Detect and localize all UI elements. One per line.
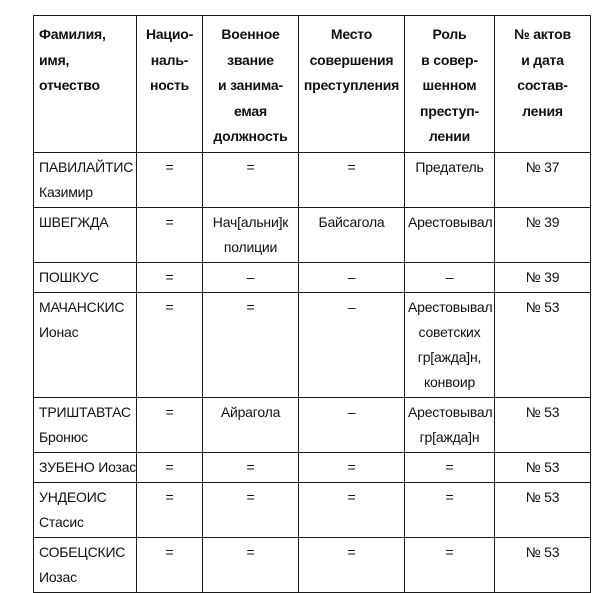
cell-line: = (246, 298, 255, 315)
cell-line: = (165, 268, 174, 285)
cell-name (34, 452, 137, 482)
cell-line: № 53 (525, 458, 560, 475)
cell-line: = (445, 488, 454, 505)
table-body (34, 152, 591, 592)
table-row (34, 207, 591, 262)
cell-line: – (347, 268, 356, 285)
cell-line: МАЧАНСКИС (39, 298, 125, 315)
table-row (34, 262, 591, 292)
header-rank (203, 16, 299, 153)
cell-line: = (445, 543, 454, 560)
cell-line: Байсагола (318, 213, 385, 230)
header-role (405, 16, 495, 153)
cell-line: = (347, 488, 356, 505)
cell-place (299, 262, 405, 292)
cell-line: = (165, 298, 174, 315)
cell-line: Бронюс (39, 428, 88, 445)
cell-nationality (137, 482, 203, 537)
cell-line: – (246, 268, 255, 285)
cell-act (495, 397, 591, 452)
cell-rank (203, 262, 299, 292)
cell-role (405, 452, 495, 482)
cell-act (495, 152, 591, 207)
cell-line: = (246, 458, 255, 475)
header-line: Место (330, 26, 373, 42)
cell-act (495, 482, 591, 537)
cell-name (34, 207, 137, 262)
cell-act (495, 207, 591, 262)
header-line: преступления (303, 77, 400, 93)
cell-rank (203, 482, 299, 537)
cell-line: – (445, 268, 454, 285)
header-act (495, 16, 591, 153)
cell-line: = (246, 543, 255, 560)
cell-rank (203, 397, 299, 452)
table-row (34, 537, 591, 592)
cell-rank (203, 152, 299, 207)
cell-place (299, 482, 405, 537)
cell-line: Арестовывал (408, 213, 493, 230)
cell-role (405, 482, 495, 537)
cell-act (495, 452, 591, 482)
cell-role (405, 292, 495, 397)
header-line: Роль (432, 26, 467, 42)
header-row (34, 16, 591, 153)
cell-place (299, 397, 405, 452)
cell-line: № 39 (525, 268, 560, 285)
table-row (34, 292, 591, 397)
cell-place (299, 452, 405, 482)
cell-line: = (165, 543, 174, 560)
header-line: емая (234, 102, 267, 119)
cell-line: Иозас (39, 568, 77, 585)
cell-line: = (347, 158, 356, 175)
header-line: шенном (422, 77, 477, 93)
header-line: № актов (514, 26, 571, 42)
cell-line: – (347, 403, 356, 420)
cell-nationality (137, 452, 203, 482)
table-row (34, 482, 591, 537)
cell-rank (203, 452, 299, 482)
cell-nationality (137, 292, 203, 397)
cell-line: = (246, 158, 255, 175)
cell-line: = (445, 458, 454, 475)
cell-line: Арестовывал (408, 298, 493, 315)
cell-place (299, 207, 405, 262)
cell-rank (203, 537, 299, 592)
header-line: наль- (150, 51, 189, 68)
cell-place (299, 537, 405, 592)
cell-role (405, 262, 495, 292)
cell-line: Айрагола (220, 403, 281, 420)
cell-name (34, 262, 137, 292)
header-line: отчество (39, 77, 100, 93)
cell-line: ПАВИЛАЙТИС (39, 158, 134, 175)
cell-act (495, 292, 591, 397)
cell-line: Казимир (39, 183, 93, 200)
cell-line: Стасис (39, 513, 84, 530)
cell-line: – (347, 298, 356, 315)
header-line: имя, (39, 51, 70, 68)
cell-line: ЗУБЕНО Иозас (39, 458, 137, 475)
cell-act (495, 262, 591, 292)
cell-line: № 53 (525, 488, 560, 505)
header-line: в совер- (421, 51, 478, 68)
cell-line: = (165, 458, 174, 475)
cell-line: = (165, 213, 174, 230)
cell-nationality (137, 207, 203, 262)
table-row (34, 152, 591, 207)
cell-role (405, 207, 495, 262)
header-line: и дата (521, 51, 564, 68)
cell-place (299, 292, 405, 397)
cell-line: № 37 (525, 158, 560, 175)
cell-nationality (137, 152, 203, 207)
header-place (299, 16, 405, 153)
cell-role (405, 537, 495, 592)
cell-nationality (137, 537, 203, 592)
cell-line: ПОШКУС (39, 268, 99, 285)
cell-name (34, 152, 137, 207)
cell-line: Предатель (415, 158, 484, 175)
cell-line: № 53 (525, 298, 560, 315)
header-name (34, 16, 137, 153)
cell-line: № 39 (525, 213, 560, 230)
header-line: Военное (221, 26, 280, 42)
cell-line: № 53 (525, 543, 560, 560)
cell-name (34, 292, 137, 397)
cell-line: = (165, 403, 174, 420)
table-row (34, 452, 591, 482)
records-table (33, 15, 591, 593)
cell-place (299, 152, 405, 207)
header-line: лении (428, 128, 471, 144)
cell-name (34, 537, 137, 592)
cell-line: гр[ажда]н, (417, 348, 482, 365)
cell-line: гр[ажда]н (419, 428, 480, 445)
header-line: ность (149, 77, 190, 93)
cell-role (405, 152, 495, 207)
cell-name (34, 482, 137, 537)
table-row (34, 397, 591, 452)
header-line: Нацио- (145, 26, 194, 42)
cell-line: = (246, 488, 255, 505)
cell-line: ШВЕГЖДА (39, 213, 109, 230)
cell-line: № 53 (525, 403, 560, 420)
cell-line: Ионас (39, 323, 79, 340)
cell-nationality (137, 397, 203, 452)
header-line: звание (227, 51, 274, 68)
header-line: ления (522, 102, 563, 119)
header-line: преступ- (420, 102, 479, 119)
cell-line: полиции (223, 238, 278, 255)
header-line: должность (213, 128, 288, 144)
cell-line: = (165, 488, 174, 505)
cell-rank (203, 292, 299, 397)
cell-line: = (165, 158, 174, 175)
cell-line: Арестовывал (408, 403, 493, 420)
cell-line: советских (418, 323, 481, 340)
header-line: Фамилия, (39, 26, 106, 42)
cell-rank (203, 207, 299, 262)
cell-line: СОБЕЦСКИС (39, 543, 126, 560)
cell-line: конвоир (423, 373, 476, 390)
header-line: совершения (309, 51, 394, 68)
header-line: и занима- (218, 77, 283, 93)
cell-nationality (137, 262, 203, 292)
cell-line: = (347, 543, 356, 560)
cell-line: = (347, 458, 356, 475)
cell-name (34, 397, 137, 452)
cell-role (405, 397, 495, 452)
cell-line: ТРИШТАВТАС (39, 403, 131, 420)
header-nationality (137, 16, 203, 153)
header-line: состав- (517, 77, 568, 93)
cell-line: УНДЕОИС (39, 488, 107, 505)
cell-line: Нач[альни]к (212, 213, 289, 230)
cell-act (495, 537, 591, 592)
